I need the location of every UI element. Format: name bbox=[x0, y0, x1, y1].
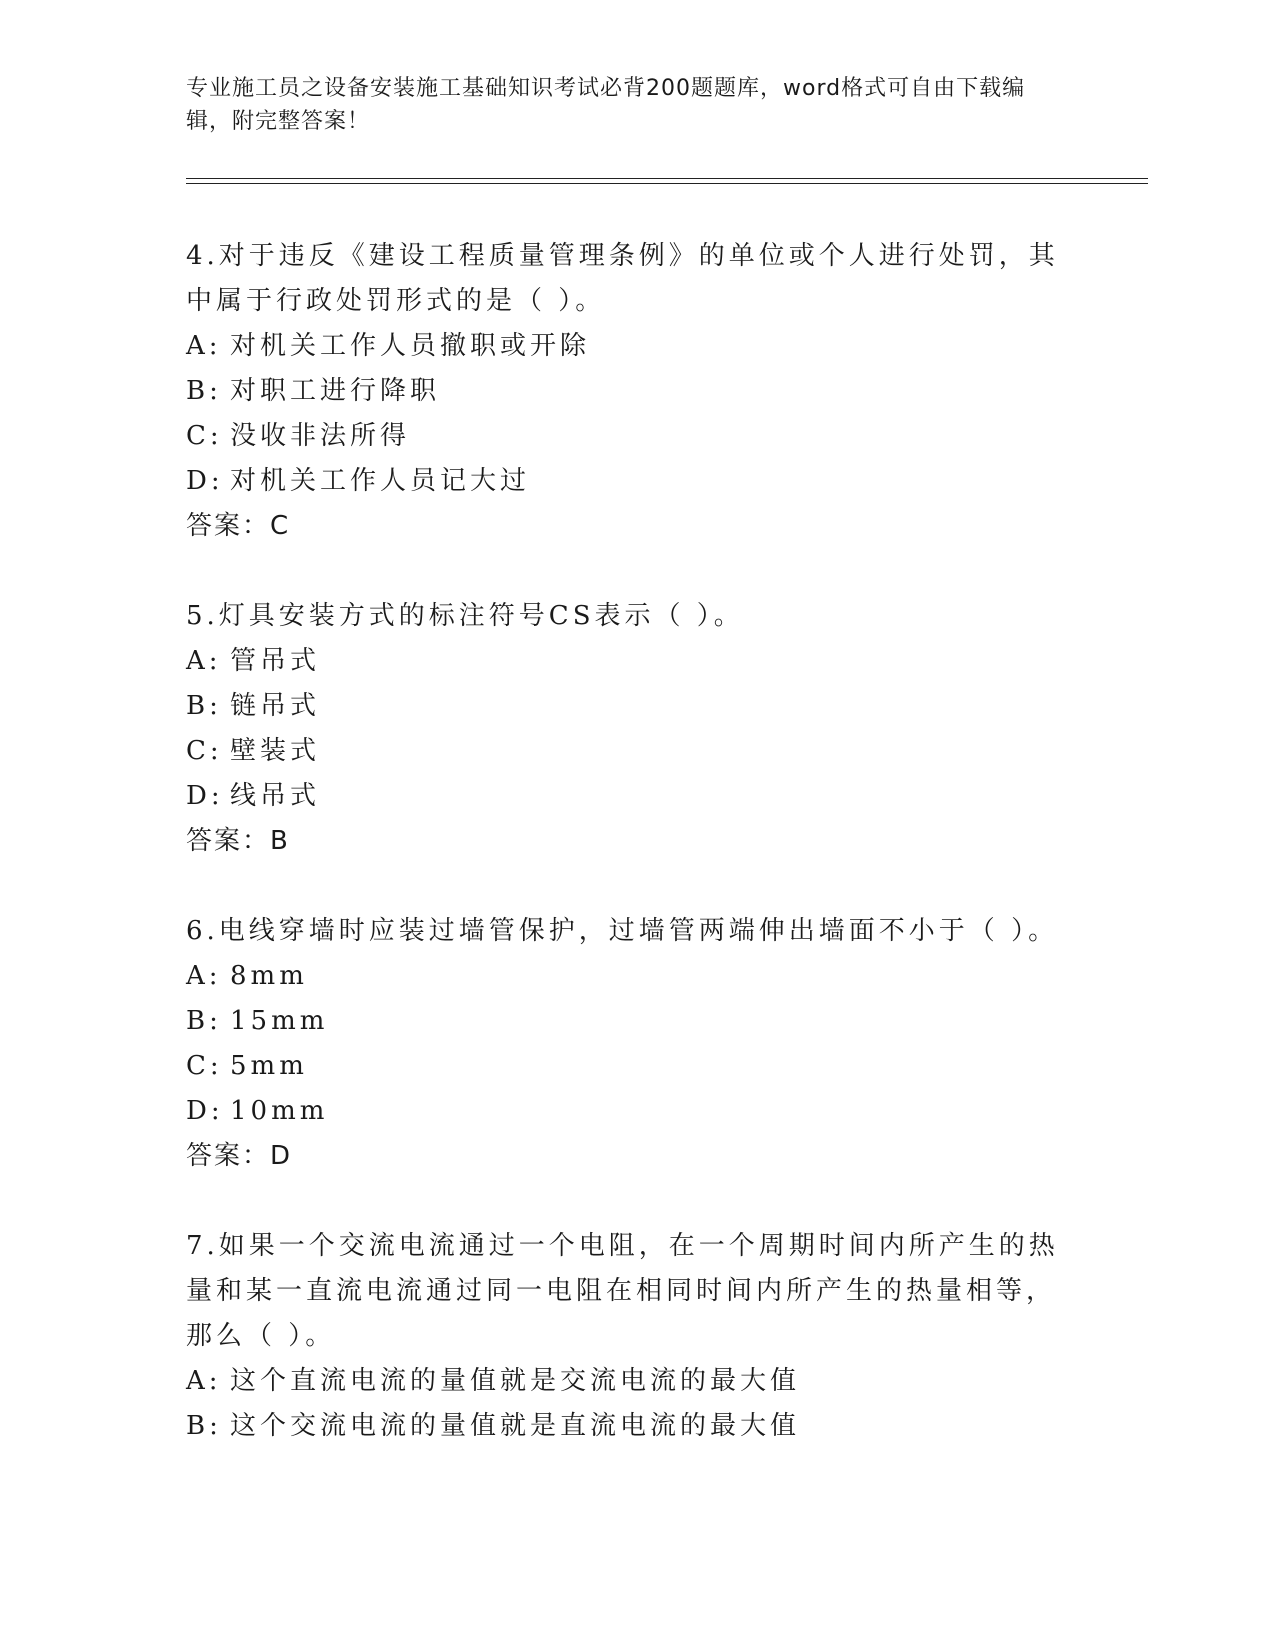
answer-line: 答案：D bbox=[186, 1141, 293, 1171]
option-b bbox=[186, 1404, 1066, 1449]
option-text: 对职工进行降职 bbox=[230, 376, 441, 406]
option-letter: A: bbox=[186, 961, 222, 991]
question-text: 6.电线穿墙时应装过墙管保护，过墙管两端伸出墙面不小于（ ）。 bbox=[186, 916, 1059, 946]
option-letter: B: bbox=[186, 1411, 222, 1441]
option-text: 壁装式 bbox=[230, 736, 321, 766]
option-d bbox=[186, 459, 1066, 504]
option-text: 链吊式 bbox=[230, 691, 321, 721]
option-c bbox=[186, 729, 1066, 774]
option-letter: C: bbox=[186, 736, 223, 766]
option-a bbox=[186, 1359, 1066, 1404]
option-c bbox=[186, 1044, 1066, 1089]
option-text: 10mm bbox=[230, 1096, 329, 1126]
option-a bbox=[186, 324, 1066, 369]
option-letter: B: bbox=[186, 691, 222, 721]
option-letter: C: bbox=[186, 1051, 223, 1081]
answer-line: 答案：C bbox=[186, 511, 291, 541]
option-d bbox=[186, 1089, 1066, 1134]
question-7 bbox=[186, 1224, 1066, 1449]
option-text: 8mm bbox=[230, 961, 308, 991]
option-letter: A: bbox=[186, 1366, 222, 1396]
question-5 bbox=[186, 594, 1066, 864]
option-a bbox=[186, 639, 1066, 684]
option-text: 管吊式 bbox=[230, 646, 321, 676]
option-letter: D: bbox=[186, 1096, 224, 1126]
option-text: 这个交流电流的量值就是直流电流的最大值 bbox=[230, 1411, 801, 1441]
question-4 bbox=[186, 234, 1066, 549]
question-list bbox=[186, 234, 1066, 1494]
option-letter: B: bbox=[186, 376, 222, 406]
option-text: 对机关工作人员记大过 bbox=[230, 466, 531, 496]
option-b bbox=[186, 369, 1066, 414]
question-6 bbox=[186, 909, 1066, 1179]
option-b bbox=[186, 684, 1066, 729]
document-header: 专业施工员之设备安装施工基础知识考试必背200题题库，word格式可自由下载编辑，附完整答案！ bbox=[186, 76, 1026, 134]
question-text: 7.如果一个交流电流通过一个电阻，在一个周期时间内所产生的热量和某一直流电流通过同一电阻在相同时间内所产生的热量相等，那么（ ）。 bbox=[186, 1231, 1059, 1351]
option-c bbox=[186, 414, 1066, 459]
option-text: 这个直流电流的量值就是交流电流的最大值 bbox=[230, 1366, 801, 1396]
answer-line: 答案：B bbox=[186, 826, 290, 856]
option-a bbox=[186, 954, 1066, 999]
option-b bbox=[186, 999, 1066, 1044]
option-text: 没收非法所得 bbox=[230, 421, 411, 451]
option-text: 15mm bbox=[230, 1006, 329, 1036]
option-letter: D: bbox=[186, 466, 224, 496]
option-letter: A: bbox=[186, 331, 222, 361]
option-text: 对机关工作人员撤职或开除 bbox=[230, 331, 591, 361]
option-letter: A: bbox=[186, 646, 222, 676]
option-text: 5mm bbox=[230, 1051, 308, 1081]
option-text: 线吊式 bbox=[230, 781, 321, 811]
question-text: 4.对于违反《建设工程质量管理条例》的单位或个人进行处罚，其中属于行政处罚形式的是（ ）。 bbox=[186, 241, 1059, 316]
option-letter: C: bbox=[186, 421, 223, 451]
option-d bbox=[186, 774, 1066, 819]
question-text: 5.灯具安装方式的标注符号CS表示（ ）。 bbox=[186, 601, 744, 631]
option-letter: B: bbox=[186, 1006, 222, 1036]
option-letter: D: bbox=[186, 781, 224, 811]
header-divider bbox=[186, 178, 1148, 184]
